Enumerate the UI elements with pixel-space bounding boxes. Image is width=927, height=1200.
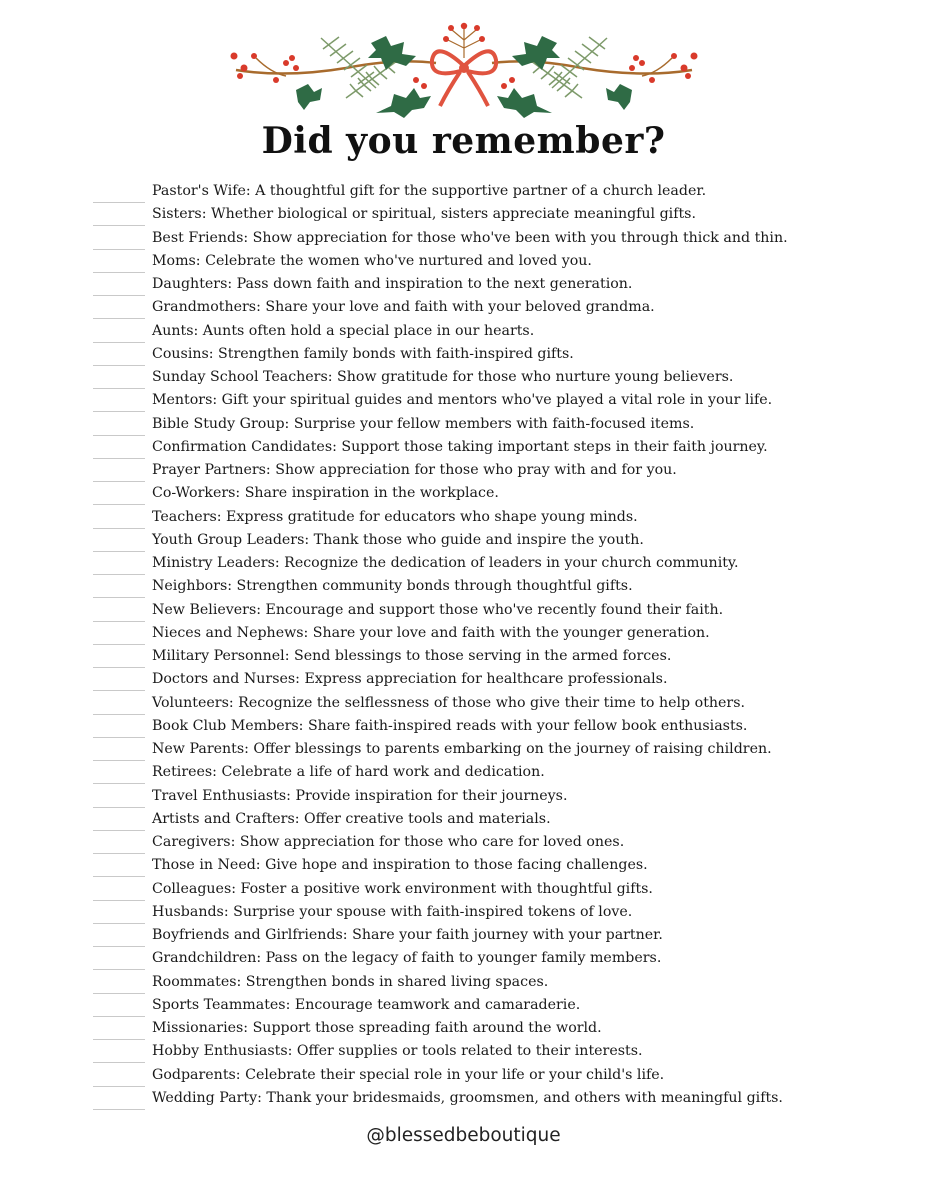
checkbox-blank-line[interactable] [93,1086,145,1087]
checkbox-blank-line[interactable] [93,551,145,552]
checkbox-blank-line[interactable] [93,318,145,319]
checkbox-blank-line[interactable] [93,853,145,854]
checklist-item [0,297,927,320]
checklist-item [0,1088,927,1111]
checklist-item-text: Pastor's Wife: A thoughtful gift for the supportive partner of a church leader. [152,183,707,199]
checklist-item-text: Bible Study Group: Surprise your fellow members with faith-focused items. [152,415,695,432]
checklist-item [0,623,927,646]
checkbox-blank-line[interactable] [93,574,145,575]
checklist-item [0,228,927,251]
checklist-item-text: Roommates: Strengthen bonds in shared living spaces. [152,973,549,990]
checklist-item-text: Caregivers: Show appreciation for those who care for loved ones. [152,834,625,850]
checklist-item [0,879,927,902]
checklist-item [0,809,927,832]
checkbox-blank-line[interactable] [93,272,145,273]
checklist-item-text: Daughters: Pass down faith and inspiration to the next generation. [152,276,633,292]
checklist-item [0,1065,927,1088]
checkbox-blank-line[interactable] [93,644,145,645]
checklist-item-text: Travel Enthusiasts: Provide inspiration for their journeys. [152,787,568,804]
checkbox-blank-line[interactable] [93,714,145,715]
checklist-item [0,483,927,506]
checklist-item-text: New Parents: Offer blessings to parents embarking on the journey of raising children. [152,741,772,757]
checkbox-blank-line[interactable] [93,458,145,459]
holly-garland-illustration [226,18,702,122]
checkbox-blank-line[interactable] [93,900,145,901]
checkbox-blank-line[interactable] [93,946,145,947]
checklist-item [0,855,927,878]
checkbox-blank-line[interactable] [93,342,145,343]
checkbox-blank-line[interactable] [93,737,145,738]
checklist-item [0,344,927,367]
checkbox-blank-line[interactable] [93,830,145,831]
checklist-item [0,693,927,716]
checklist-item-text: Grandmothers: Share your love and faith with your beloved grandma. [152,299,655,316]
checklist-item [0,669,927,692]
checkbox-blank-line[interactable] [93,1039,145,1040]
checklist-item [0,553,927,576]
checklist-item [0,507,927,530]
checklist-item-text: Missionaries: Support those spreading faith around the world. [152,1020,602,1036]
checkbox-blank-line[interactable] [93,295,145,296]
checklist-item-text: Moms: Celebrate the women who've nurtured and loved you. [152,252,592,269]
checklist-item-text: Co-Workers: Share inspiration in the workplace. [152,485,499,502]
checklist-item [0,530,927,553]
checkbox-blank-line[interactable] [93,388,145,389]
checkbox-blank-line[interactable] [93,993,145,994]
checkbox-blank-line[interactable] [93,667,145,668]
checkbox-blank-line[interactable] [93,807,145,808]
checklist-item [0,251,927,274]
checklist-item [0,181,927,204]
checkbox-blank-line[interactable] [93,504,145,505]
checklist-item-text: Sisters: Whether biological or spiritual, sisters appreciate meaningful gifts. [152,206,696,223]
checklist-item [0,321,927,344]
checklist-item [0,972,927,995]
checklist-item-text: Neighbors: Strengthen community bonds through thoughtful gifts. [152,578,633,595]
checklist-item [0,576,927,599]
checklist-item [0,646,927,669]
checklist-item [0,786,927,809]
footer-handle: @blessedbeboutique [366,1125,561,1146]
checklist-item-text: Best Friends: Show appreciation for those who've been with you through thick and thin. [152,229,788,246]
checkbox-blank-line[interactable] [93,876,145,877]
checklist-item [0,739,927,762]
checkbox-blank-line[interactable] [93,435,145,436]
checklist-item [0,716,927,739]
checklist-item [0,414,927,437]
checklist-item [0,367,927,390]
checklist-item-text: Teachers: Express gratitude for educators who shape young minds. [152,508,638,525]
checklist-item-text: Sunday School Teachers: Show gratitude for those who nurture young believers. [152,369,734,385]
checklist-item-text: Husbands: Surprise your spouse with faith-inspired tokens of love. [152,903,633,920]
checklist-item-text: Hobby Enthusiasts: Offer supplies or tools related to their interests. [152,1043,643,1060]
checklist-item-text: Colleagues: Foster a positive work environment with thoughtful gifts. [152,880,653,897]
checklist-item-text: Aunts: Aunts often hold a special place in our hearts. [152,322,535,339]
page-title: Did you remember? [261,120,666,162]
checkbox-blank-line[interactable] [93,411,145,412]
checklist-item-text: Sports Teammates: Encourage teamwork and camaraderie. [152,996,581,1013]
checkbox-blank-line[interactable] [93,597,145,598]
checklist-item [0,902,927,925]
checklist-item-text: Nieces and Nephews: Share your love and faith with the younger generation. [152,624,710,641]
checklist-item-text: Book Club Members: Share faith-inspired reads with your fellow book enthusiasts. [152,717,748,734]
checklist-item [0,390,927,413]
checklist-item-text: Wedding Party: Thank your bridesmaids, groomsmen, and others with meaningful gifts. [152,1089,783,1106]
gift-checklist [0,181,927,1111]
checklist-item [0,925,927,948]
checklist-item-text: Cousins: Strengthen family bonds with faith-inspired gifts. [152,345,574,362]
checklist-item-text: Confirmation Candidates: Support those taking important steps in their faith journey. [152,438,768,455]
checkbox-blank-line[interactable] [93,690,145,691]
checklist-item-text: Godparents: Celebrate their special role in your life or your child's life. [152,1066,665,1083]
checklist-item [0,274,927,297]
checklist-item-text: Boyfriends and Girlfriends: Share your faith journey with your partner. [152,927,663,943]
checkbox-blank-line[interactable] [93,225,145,226]
checkbox-blank-line[interactable] [93,783,145,784]
checklist-item-text: Prayer Partners: Show appreciation for those who pray with and for you. [152,462,677,478]
checklist-item [0,1018,927,1041]
checklist-item [0,204,927,227]
checklist-item-text: Retirees: Celebrate a life of hard work and dedication. [152,764,545,781]
checkbox-blank-line[interactable] [93,528,145,529]
checklist-item [0,437,927,460]
checklist-item-text: Military Personnel: Send blessings to those serving in the armed forces. [152,648,672,664]
checkbox-blank-line[interactable] [93,1062,145,1063]
checklist-item-text: Mentors: Gift your spiritual guides and mentors who've played a vital role in your life. [152,392,773,409]
checklist-item [0,460,927,483]
checklist-item-text: Doctors and Nurses: Express appreciation for healthcare professionals. [152,671,668,688]
checklist-item [0,762,927,785]
checkbox-blank-line[interactable] [93,365,145,366]
checkbox-blank-line[interactable] [93,1109,145,1110]
checklist-item [0,832,927,855]
checklist-item-text: Volunteers: Recognize the selflessness of those who give their time to help others. [152,694,745,711]
checkbox-blank-line[interactable] [93,481,145,482]
checklist-item-text: Grandchildren: Pass on the legacy of faith to younger family members. [152,950,662,967]
checklist-item [0,995,927,1018]
checklist-item-text: Those in Need: Give hope and inspiration to those facing challenges. [152,857,648,874]
checkbox-blank-line[interactable] [93,1016,145,1017]
checkbox-blank-line[interactable] [93,202,145,203]
checklist-item [0,948,927,971]
checklist-item-text: Ministry Leaders: Recognize the dedication of leaders in your church community. [152,555,739,571]
checklist-item-text: New Believers: Encourage and support those who've recently found their faith. [152,601,724,618]
checklist-item [0,1041,927,1064]
checkbox-blank-line[interactable] [93,621,145,622]
checkbox-blank-line[interactable] [93,249,145,250]
checkbox-blank-line[interactable] [93,923,145,924]
checkbox-blank-line[interactable] [93,760,145,761]
checkbox-blank-line[interactable] [93,969,145,970]
checklist-item-text: Artists and Crafters: Offer creative tools and materials. [152,810,551,827]
checklist-item [0,600,927,623]
checklist-item-text: Youth Group Leaders: Thank those who guide and inspire the youth. [152,531,644,548]
